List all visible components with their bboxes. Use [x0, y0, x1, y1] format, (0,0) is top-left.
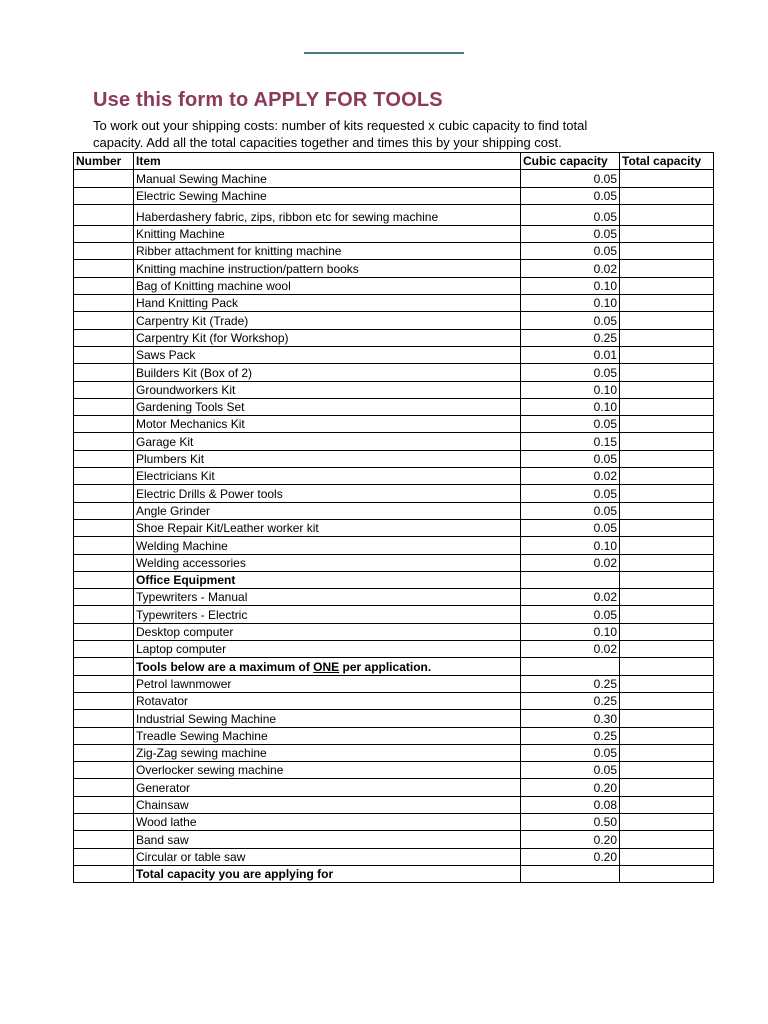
cubic-capacity-value: 0.10 — [521, 537, 620, 554]
total-capacity-input-cell[interactable] — [620, 277, 714, 294]
item-name: Electric Sewing Machine — [134, 187, 521, 204]
page-title: Use this form to APPLY FOR TOOLS — [93, 89, 443, 111]
total-capacity-input-cell[interactable] — [620, 796, 714, 813]
table-row — [74, 623, 714, 640]
table-row — [74, 692, 714, 709]
table-row — [74, 727, 714, 744]
cubic-capacity-value: 0.05 — [521, 744, 620, 761]
table-row — [74, 537, 714, 554]
number-input-cell[interactable] — [74, 416, 134, 433]
item-name: Angle Grinder — [134, 502, 521, 519]
item-name: Band saw — [134, 831, 521, 848]
total-capacity-input-cell[interactable] — [620, 744, 714, 761]
total-cell-empty — [620, 658, 714, 675]
table-row — [74, 744, 714, 761]
number-input-cell[interactable] — [74, 848, 134, 865]
total-capacity-input-cell[interactable] — [620, 606, 714, 623]
total-capacity-input-cell[interactable] — [620, 312, 714, 329]
cubic-capacity-value: 0.02 — [521, 589, 620, 606]
cubic-capacity-value: 0.05 — [521, 170, 620, 187]
table-row — [74, 450, 714, 467]
table-row — [74, 554, 714, 571]
total-capacity-input-cell[interactable] — [620, 398, 714, 415]
cubic-capacity-value: 0.05 — [521, 450, 620, 467]
item-name: Electricians Kit — [134, 468, 521, 485]
item-name: Plumbers Kit — [134, 450, 521, 467]
item-name: Groundworkers Kit — [134, 381, 521, 398]
table-row — [74, 606, 714, 623]
table-row — [74, 762, 714, 779]
total-row — [74, 865, 714, 882]
number-input-cell[interactable] — [74, 502, 134, 519]
cubic-capacity-value: 0.05 — [521, 606, 620, 623]
cubic-cell-empty — [521, 658, 620, 675]
total-capacity-input-cell[interactable] — [620, 225, 714, 242]
section-heading-office-label: Office Equipment — [134, 571, 521, 588]
total-capacity-input-cell[interactable] — [620, 381, 714, 398]
number-cell-empty — [74, 571, 134, 588]
table-row — [74, 364, 714, 381]
number-input-cell[interactable] — [74, 364, 134, 381]
item-name: Rotavator — [134, 692, 521, 709]
table-row — [74, 204, 714, 225]
cubic-capacity-value: 0.25 — [521, 727, 620, 744]
number-input-cell[interactable] — [74, 295, 134, 312]
total-capacity-input-cell[interactable] — [620, 416, 714, 433]
item-name: Typewriters - Electric — [134, 606, 521, 623]
tools-application-table — [73, 152, 714, 883]
table-row — [74, 295, 714, 312]
cubic-capacity-value: 0.02 — [521, 468, 620, 485]
table-row — [74, 589, 714, 606]
number-input-cell[interactable] — [74, 744, 134, 761]
table-body — [74, 170, 714, 883]
cubic-capacity-value: 0.05 — [521, 243, 620, 260]
table-row — [74, 468, 714, 485]
item-name: Circular or table saw — [134, 848, 521, 865]
number-input-cell[interactable] — [74, 346, 134, 363]
number-input-cell[interactable] — [74, 187, 134, 204]
table-row — [74, 502, 714, 519]
table-row — [74, 848, 714, 865]
item-name: Zig-Zag sewing machine — [134, 744, 521, 761]
total-capacity-input-cell[interactable] — [620, 762, 714, 779]
total-capacity-input-cell[interactable] — [620, 295, 714, 312]
total-capacity-input-cell[interactable] — [620, 450, 714, 467]
cubic-cell-empty — [521, 865, 620, 882]
item-name: Motor Mechanics Kit — [134, 416, 521, 433]
number-input-cell[interactable] — [74, 204, 134, 225]
limit-text-post: per application. — [339, 659, 432, 674]
total-capacity-input-cell[interactable] — [620, 329, 714, 346]
number-input-cell[interactable] — [74, 312, 134, 329]
item-name: Garage Kit — [134, 433, 521, 450]
number-input-cell[interactable] — [74, 519, 134, 536]
number-cell-empty — [74, 865, 134, 882]
total-capacity-input-cell[interactable] — [620, 170, 714, 187]
table-header-row — [74, 153, 714, 170]
total-capacity-input-cell[interactable] — [620, 641, 714, 658]
table-row — [74, 346, 714, 363]
total-capacity-input-cell[interactable] — [620, 468, 714, 485]
item-name: Carpentry Kit (Trade) — [134, 312, 521, 329]
total-capacity-input-cell[interactable] — [620, 433, 714, 450]
cubic-capacity-value: 0.30 — [521, 710, 620, 727]
cubic-capacity-value: 0.05 — [521, 204, 620, 225]
header-divider — [304, 52, 464, 54]
cubic-capacity-value: 0.05 — [521, 485, 620, 502]
item-name: Desktop computer — [134, 623, 521, 640]
number-input-cell[interactable] — [74, 692, 134, 709]
cubic-cell-empty — [521, 571, 620, 588]
table-row — [74, 831, 714, 848]
table-row — [74, 381, 714, 398]
section-heading-limit-label — [134, 658, 521, 675]
cubic-capacity-value: 0.02 — [521, 641, 620, 658]
cubic-capacity-value: 0.05 — [521, 364, 620, 381]
cubic-capacity-value: 0.20 — [521, 831, 620, 848]
item-name: Petrol lawnmower — [134, 675, 521, 692]
item-name: Bag of Knitting machine wool — [134, 277, 521, 294]
number-input-cell[interactable] — [74, 762, 134, 779]
number-input-cell[interactable] — [74, 710, 134, 727]
grand-total-input-cell[interactable] — [620, 865, 714, 882]
total-capacity-input-cell[interactable] — [620, 187, 714, 204]
number-cell-empty — [74, 658, 134, 675]
cubic-capacity-value: 0.25 — [521, 692, 620, 709]
total-capacity-input-cell[interactable] — [620, 204, 714, 225]
limit-text-emphasis: ONE — [313, 659, 340, 674]
item-name: Knitting machine instruction/pattern books — [134, 260, 521, 277]
section-heading-limit — [74, 658, 714, 675]
total-capacity-input-cell[interactable] — [620, 260, 714, 277]
cubic-capacity-value: 0.05 — [521, 416, 620, 433]
table-row — [74, 260, 714, 277]
table-row — [74, 243, 714, 260]
total-capacity-input-cell[interactable] — [620, 692, 714, 709]
total-capacity-input-cell[interactable] — [620, 519, 714, 536]
total-capacity-input-cell[interactable] — [620, 623, 714, 640]
table-row — [74, 329, 714, 346]
total-capacity-input-cell[interactable] — [620, 537, 714, 554]
total-capacity-input-cell[interactable] — [620, 727, 714, 744]
number-input-cell[interactable] — [74, 485, 134, 502]
header-number: Number — [74, 153, 134, 170]
table-row — [74, 170, 714, 187]
number-input-cell[interactable] — [74, 779, 134, 796]
total-capacity-input-cell[interactable] — [620, 554, 714, 571]
item-name: Overlocker sewing machine — [134, 762, 521, 779]
number-input-cell[interactable] — [74, 623, 134, 640]
instructions-line-2: capacity. Add all the total capacities together and times this by your shipping cost. — [93, 135, 562, 150]
table-row — [74, 277, 714, 294]
limit-text-pre: Tools below are a maximum of — [136, 659, 314, 674]
number-input-cell[interactable] — [74, 225, 134, 242]
total-capacity-input-cell[interactable] — [620, 485, 714, 502]
total-cell-empty — [620, 571, 714, 588]
cubic-capacity-value: 0.05 — [521, 519, 620, 536]
number-input-cell[interactable] — [74, 260, 134, 277]
cubic-capacity-value: 0.02 — [521, 260, 620, 277]
section-heading-office — [74, 571, 714, 588]
table-row — [74, 398, 714, 415]
cubic-capacity-value: 0.02 — [521, 554, 620, 571]
item-name: Shoe Repair Kit/Leather worker kit — [134, 519, 521, 536]
header-cubic-capacity: Cubic capacity — [521, 153, 620, 170]
item-name: Ribber attachment for knitting machine — [134, 243, 521, 260]
instructions-line-1: To work out your shipping costs: number of kits requested x cubic capacity to find total — [93, 118, 588, 133]
cubic-capacity-value: 0.25 — [521, 675, 620, 692]
total-capacity-label: Total capacity you are applying for — [134, 865, 521, 882]
cubic-capacity-value: 0.01 — [521, 346, 620, 363]
header-total-capacity: Total capacity — [620, 153, 714, 170]
number-input-cell[interactable] — [74, 468, 134, 485]
cubic-capacity-value: 0.05 — [521, 762, 620, 779]
cubic-capacity-value: 0.20 — [521, 848, 620, 865]
total-capacity-input-cell[interactable] — [620, 589, 714, 606]
table-row — [74, 416, 714, 433]
item-name: Gardening Tools Set — [134, 398, 521, 415]
table-row — [74, 433, 714, 450]
item-name: Industrial Sewing Machine — [134, 710, 521, 727]
number-input-cell[interactable] — [74, 554, 134, 571]
cubic-capacity-value: 0.10 — [521, 623, 620, 640]
number-input-cell[interactable] — [74, 606, 134, 623]
total-capacity-input-cell[interactable] — [620, 848, 714, 865]
number-input-cell[interactable] — [74, 537, 134, 554]
number-input-cell[interactable] — [74, 450, 134, 467]
table-row — [74, 641, 714, 658]
cubic-capacity-value: 0.15 — [521, 433, 620, 450]
total-capacity-input-cell[interactable] — [620, 675, 714, 692]
cubic-capacity-value: 0.10 — [521, 295, 620, 312]
table-row — [74, 519, 714, 536]
number-input-cell[interactable] — [74, 433, 134, 450]
table-row — [74, 796, 714, 813]
cubic-capacity-value: 0.10 — [521, 381, 620, 398]
table-row — [74, 187, 714, 204]
item-name: Laptop computer — [134, 641, 521, 658]
total-capacity-input-cell[interactable] — [620, 243, 714, 260]
number-input-cell[interactable] — [74, 589, 134, 606]
number-input-cell[interactable] — [74, 381, 134, 398]
total-capacity-input-cell[interactable] — [620, 831, 714, 848]
number-input-cell[interactable] — [74, 329, 134, 346]
item-name: Typewriters - Manual — [134, 589, 521, 606]
table-row — [74, 675, 714, 692]
cubic-capacity-value: 0.05 — [521, 502, 620, 519]
instructions-text — [93, 117, 673, 151]
header-item: Item — [134, 153, 521, 170]
cubic-capacity-value: 0.05 — [521, 187, 620, 204]
number-input-cell[interactable] — [74, 675, 134, 692]
item-name: Saws Pack — [134, 346, 521, 363]
total-capacity-input-cell[interactable] — [620, 779, 714, 796]
total-capacity-input-cell[interactable] — [620, 346, 714, 363]
item-name: Carpentry Kit (for Workshop) — [134, 329, 521, 346]
cubic-capacity-value: 0.10 — [521, 277, 620, 294]
item-name: Welding Machine — [134, 537, 521, 554]
item-name: Hand Knitting Pack — [134, 295, 521, 312]
number-input-cell[interactable] — [74, 277, 134, 294]
table-row — [74, 312, 714, 329]
table-row — [74, 779, 714, 796]
number-input-cell[interactable] — [74, 243, 134, 260]
number-input-cell[interactable] — [74, 727, 134, 744]
item-name: Chainsaw — [134, 796, 521, 813]
cubic-capacity-value: 0.05 — [521, 225, 620, 242]
cubic-capacity-value: 0.20 — [521, 779, 620, 796]
table-row — [74, 813, 714, 830]
cubic-capacity-value: 0.50 — [521, 813, 620, 830]
item-name: Haberdashery fabric, zips, ribbon etc for sewing machine — [134, 204, 521, 225]
item-name: Wood lathe — [134, 813, 521, 830]
item-name: Welding accessories — [134, 554, 521, 571]
item-name: Knitting Machine — [134, 225, 521, 242]
total-capacity-input-cell[interactable] — [620, 502, 714, 519]
item-name: Treadle Sewing Machine — [134, 727, 521, 744]
item-name: Builders Kit (Box of 2) — [134, 364, 521, 381]
item-name: Manual Sewing Machine — [134, 170, 521, 187]
number-input-cell[interactable] — [74, 398, 134, 415]
total-capacity-input-cell[interactable] — [620, 364, 714, 381]
cubic-capacity-value: 0.10 — [521, 398, 620, 415]
total-capacity-input-cell[interactable] — [620, 710, 714, 727]
number-input-cell[interactable] — [74, 813, 134, 830]
number-input-cell[interactable] — [74, 170, 134, 187]
item-name: Electric Drills & Power tools — [134, 485, 521, 502]
table-row — [74, 710, 714, 727]
cubic-capacity-value: 0.08 — [521, 796, 620, 813]
number-input-cell[interactable] — [74, 641, 134, 658]
table-row — [74, 225, 714, 242]
cubic-capacity-value: 0.05 — [521, 312, 620, 329]
table-row — [74, 485, 714, 502]
number-input-cell[interactable] — [74, 796, 134, 813]
number-input-cell[interactable] — [74, 831, 134, 848]
cubic-capacity-value: 0.25 — [521, 329, 620, 346]
item-name: Generator — [134, 779, 521, 796]
total-capacity-input-cell[interactable] — [620, 813, 714, 830]
